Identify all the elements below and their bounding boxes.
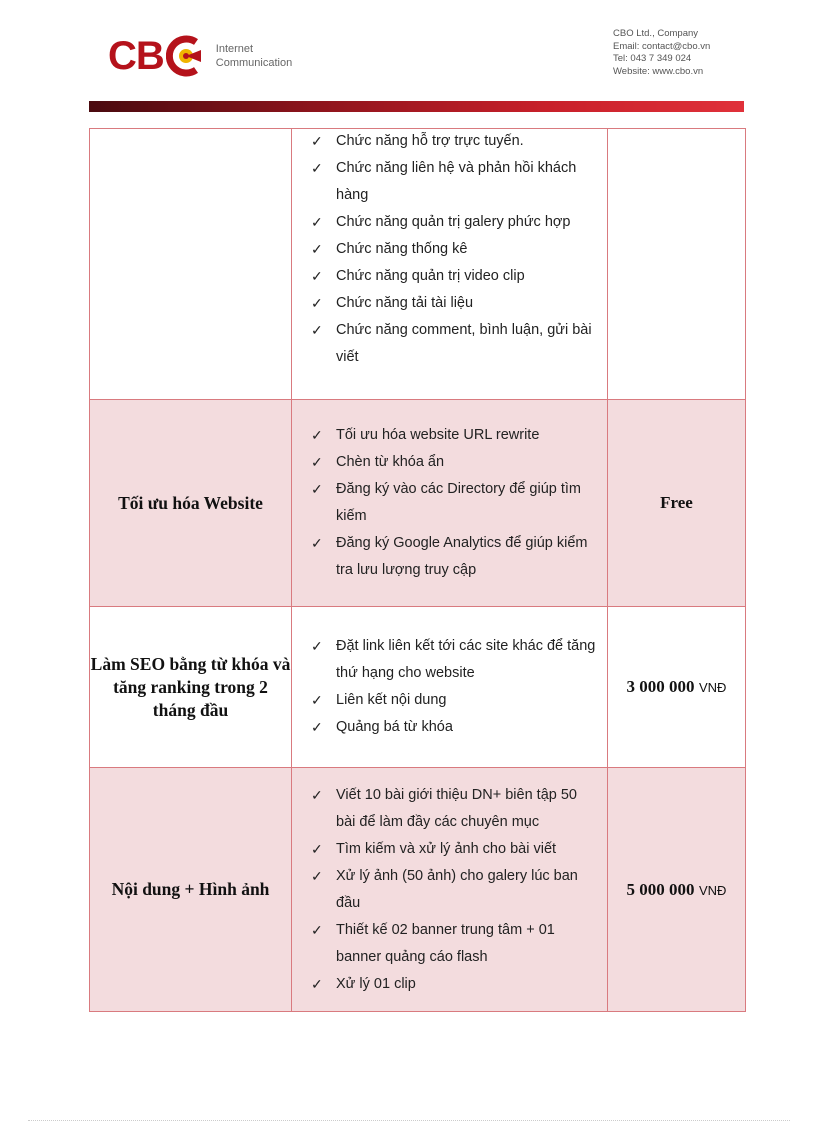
check-icon: ✓	[311, 295, 323, 311]
check-icon: ✓	[311, 535, 323, 551]
features-cell	[292, 607, 608, 768]
list-item	[311, 317, 599, 371]
list-item	[311, 633, 599, 687]
pricing-table	[89, 128, 746, 1012]
table-row	[90, 129, 746, 400]
feature-text: Chức năng liên hệ và phản hồi khách hàng	[336, 160, 577, 203]
list-item	[311, 290, 599, 317]
service-name: Làm SEO bằng từ khóa và tăng ranking trong 2 tháng đầu	[90, 607, 292, 768]
feature-text: Chức năng quản trị video clip	[336, 268, 525, 284]
feature-text: Thiết kế 02 banner trung tâm + 01 banner quảng cáo flash	[336, 921, 555, 965]
feature-text: Viết 10 bài giới thiệu DN+ biên tập 50 bài để làm đầy các chuyên mục	[336, 786, 577, 830]
price-value: 3 000 000	[626, 677, 695, 696]
check-icon: ✓	[311, 719, 323, 735]
list-item	[311, 714, 599, 741]
feature-text: Đăng ký Google Analytics để giúp kiểm tra lưu lượng truy cập	[336, 535, 588, 578]
feature-text: Chức năng thống kê	[336, 241, 468, 257]
feature-text: Liên kết nội dung	[336, 692, 447, 708]
price-value: Free	[660, 493, 693, 512]
check-icon: ✓	[311, 322, 323, 338]
check-icon: ✓	[311, 133, 323, 149]
logo-tagline	[216, 42, 292, 70]
check-icon: ✓	[311, 975, 323, 992]
list-item	[311, 530, 599, 584]
company-website: Website: www.cbo.vn	[613, 65, 704, 77]
service-name: Tối ưu hóa Website	[90, 400, 292, 607]
feature-text: Chèn từ khóa ẩn	[336, 454, 445, 470]
list-item	[311, 236, 599, 263]
check-icon: ✓	[311, 867, 323, 884]
table-row	[90, 400, 746, 607]
company-email: Email: contact@cbo.vn	[613, 40, 711, 52]
list-item	[311, 917, 599, 971]
list-item	[311, 155, 599, 209]
list-item	[311, 863, 599, 917]
list-item	[311, 782, 599, 836]
feature-text: Chức năng quản trị galery phức hợp	[336, 214, 571, 230]
logo-tagline-line-2: Communication	[215, 57, 293, 69]
price-currency: VNĐ	[699, 882, 727, 898]
price-cell	[608, 129, 746, 400]
check-icon: ✓	[311, 692, 323, 708]
check-icon: ✓	[311, 241, 323, 257]
company-tel: Tel: 043 7 349 024	[613, 53, 692, 64]
feature-list	[292, 128, 607, 371]
check-icon: ✓	[311, 214, 323, 230]
feature-text: Chức năng tải tài liệu	[336, 295, 474, 311]
check-icon: ✓	[311, 921, 323, 938]
price-cell	[608, 768, 746, 1012]
logo-text: CB	[108, 33, 164, 78]
company-info	[613, 28, 710, 78]
list-item	[311, 687, 599, 714]
price-value: 5 000 000	[626, 879, 695, 899]
price-currency: VNĐ	[699, 680, 727, 695]
price-cell	[608, 400, 746, 607]
company-logo	[108, 26, 292, 86]
table-row	[90, 768, 746, 1012]
footer-divider	[28, 1120, 790, 1121]
feature-text: Chức năng comment, bình luận, gửi bài viết	[336, 322, 592, 365]
check-icon: ✓	[311, 160, 323, 176]
list-item	[311, 971, 599, 998]
check-icon: ✓	[311, 268, 323, 284]
check-icon: ✓	[311, 454, 323, 470]
features-cell	[292, 129, 608, 400]
list-item	[311, 476, 599, 530]
check-icon: ✓	[311, 427, 323, 443]
price-cell	[608, 607, 746, 768]
feature-text: Tìm kiếm và xử lý ảnh cho bài viết	[336, 840, 557, 857]
table-row	[90, 607, 746, 768]
feature-text: Xử lý ảnh (50 ảnh) cho galery lúc ban đầu	[336, 867, 578, 911]
feature-list	[292, 633, 607, 741]
check-icon: ✓	[311, 481, 323, 497]
header-divider-bar	[89, 101, 744, 112]
feature-text: Đặt link liên kết tới các site khác để tăng thứ hạng cho website	[336, 638, 596, 681]
check-icon: ✓	[311, 840, 323, 857]
list-item	[311, 449, 599, 476]
service-name	[90, 129, 292, 400]
logo-tagline-line-1: Internet	[215, 43, 254, 55]
feature-list	[292, 422, 607, 584]
feature-list	[292, 782, 607, 998]
logo-target-icon	[166, 34, 202, 78]
list-item	[311, 128, 599, 155]
list-item	[311, 263, 599, 290]
service-name: Nội dung + Hình ảnh	[90, 768, 292, 1012]
feature-text: Tối ưu hóa website URL rewrite	[336, 427, 540, 443]
feature-text: Chức năng hỗ trợ trực tuyến.	[336, 133, 524, 149]
feature-text: Quảng bá từ khóa	[336, 719, 453, 735]
features-cell	[292, 400, 608, 607]
company-name: CBO Ltd., Company	[613, 28, 699, 39]
feature-text: Xử lý 01 clip	[336, 975, 416, 992]
list-item	[311, 422, 599, 449]
list-item	[311, 209, 599, 236]
features-cell	[292, 768, 608, 1012]
check-icon: ✓	[311, 638, 323, 654]
list-item	[311, 836, 599, 863]
feature-text: Đăng ký vào các Directory để giúp tìm kiếm	[336, 481, 581, 524]
check-icon: ✓	[311, 786, 323, 803]
logo-mark	[108, 34, 202, 79]
